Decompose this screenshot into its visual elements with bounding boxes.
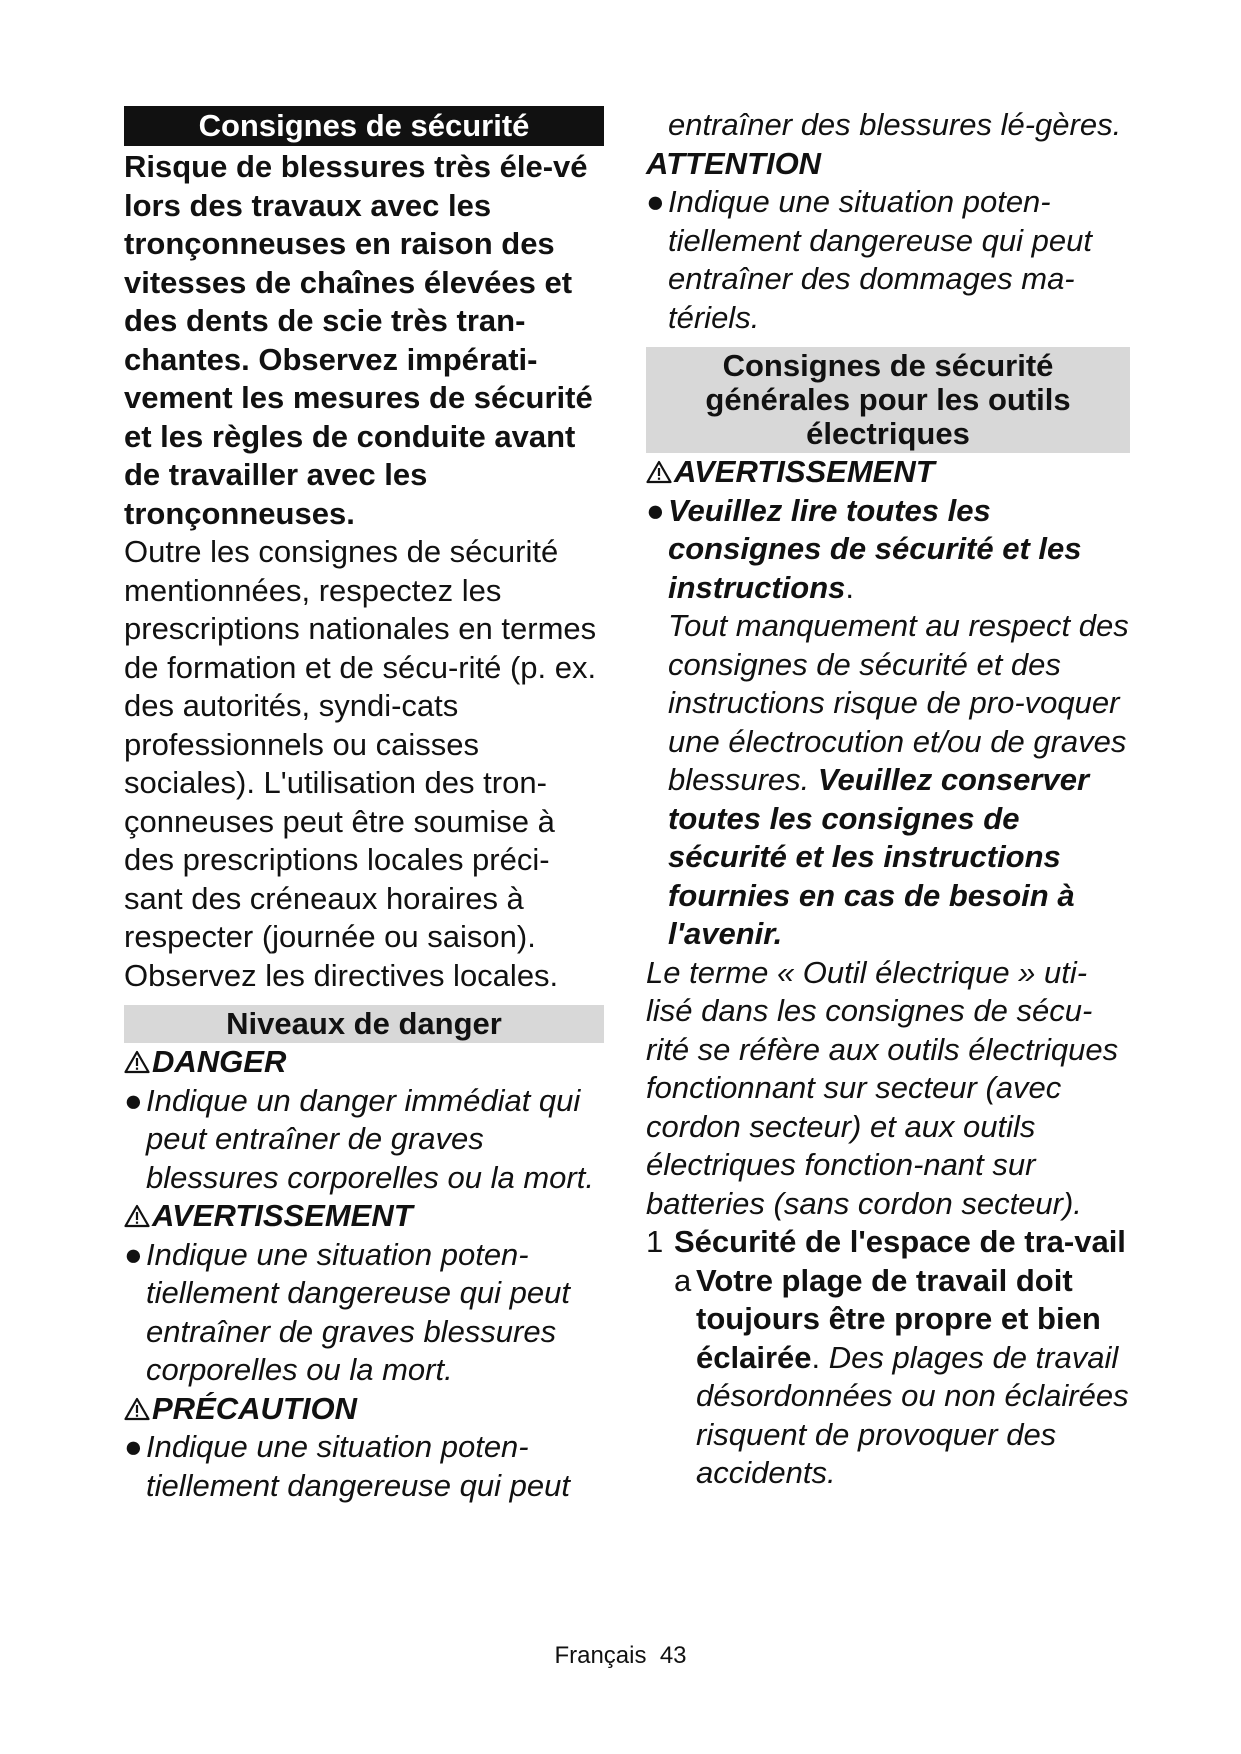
warning-text: Indique une situation poten-tiellement dangereuse qui peut entraîner de graves blessures corporelles ou la mort. xyxy=(146,1236,570,1387)
warning-triangle-icon xyxy=(646,460,672,484)
sub-item-a xyxy=(646,1262,1130,1493)
page-footer xyxy=(0,1642,1241,1670)
warning-description xyxy=(124,1236,604,1390)
bullet-icon: ● xyxy=(124,1082,143,1118)
sub-item-letter: a xyxy=(674,1262,692,1298)
danger-text: Indique un danger immédiat qui peut entraîner de graves blessures corporelles ou la mort. xyxy=(146,1082,594,1195)
signal-danger-label: DANGER xyxy=(152,1044,287,1079)
warning-triangle-icon xyxy=(124,1050,150,1074)
sub-item-dot: . xyxy=(811,1339,821,1375)
danger-description xyxy=(124,1082,604,1198)
signal-attention-label: ATTENTION xyxy=(646,145,822,181)
numbered-item-1 xyxy=(646,1223,1130,1262)
attention-description xyxy=(646,183,1130,337)
read-instructions-item xyxy=(646,492,1130,954)
bullet-icon: ● xyxy=(646,492,665,528)
attention-text: Indique une situation poten-tiellement dangereuse qui peut entraîner des dommages ma-tériels. xyxy=(668,184,1092,335)
left-column xyxy=(124,106,604,1505)
keep-instructions-bold: Veuillez conserver toutes les consignes de sécurité et les instructions fournies en cas de besoin à l'avenir. xyxy=(668,762,1090,951)
item-number: 1 xyxy=(646,1224,664,1259)
sub-item-bold: Votre plage de travail doit toujours être propre et bien éclairée xyxy=(696,1262,1101,1375)
section-header-general-safety: Consignes de sécurité générales pour les outils électriques xyxy=(646,347,1130,453)
item-title: Sécurité de l'espace de tra-vail xyxy=(674,1224,1126,1259)
read-instructions-text xyxy=(668,492,1130,954)
signal-warning-label: AVERTISSEMENT xyxy=(152,1198,413,1233)
footer-language: Français xyxy=(554,1642,647,1669)
bullet-icon: ● xyxy=(124,1429,143,1464)
warning-triangle-icon xyxy=(124,1204,150,1228)
signal-warning xyxy=(124,1197,604,1236)
sub-item-text xyxy=(696,1262,1130,1493)
precaution-text: Indique une situation poten-tiellement dangereuse qui peut xyxy=(146,1429,570,1503)
power-tool-term-definition: Le terme « Outil électrique » uti-lisé dans les consignes de sécu-rité se réfère aux outils électriques fonctionnant sur secteur (avec cordon secteur) et aux outils électriques fonction-nant sur batteries (sans cordon secteur). xyxy=(646,954,1119,1221)
intro-paragraph: Outre les consignes de sécurité mentionnées, respectez les prescriptions nationales en termes de formation et de sécu-rité (p. ex. des autorités, syndi-cats professionnels ou caisses sociales). L'utilisation des tron-çonneuses peut être soumise à des prescriptions locales préci-sant des créneaux horaires à respecter (journée ou saison). Observez les directives locales. xyxy=(124,534,597,993)
signal-precaution-label: PRÉCAUTION xyxy=(152,1390,357,1426)
sub-item-italic: Des plages de travail désordonnées ou non éclairées risquent de provoquer des accidents. xyxy=(696,1339,1129,1490)
intro-warning-bold: Risque de blessures très éle-vé lors des travaux avec les tronçonneuses en raison des vitesses de chaînes élevées et des dents de scie très tran-chantes. Observez impérati-vement les mesures de sécurité et les règles de conduite avant de travailler avec les tronçonneuses. xyxy=(124,149,593,531)
signal-danger xyxy=(124,1043,604,1082)
read-instructions-dot: . xyxy=(845,569,855,605)
signal-warning-general xyxy=(646,453,1130,492)
footer-page-number: 43 xyxy=(659,1642,687,1669)
signal-attention xyxy=(646,145,1130,184)
right-column xyxy=(646,106,1130,1493)
read-instructions-bold: Veuillez lire toutes les consignes de sécurité et les instructions xyxy=(668,492,1082,605)
bullet-icon: ● xyxy=(646,184,665,219)
bullet-icon: ● xyxy=(124,1236,143,1272)
warning-triangle-icon xyxy=(124,1397,150,1421)
precaution-description xyxy=(124,1428,604,1505)
signal-precaution xyxy=(124,1390,604,1429)
section-header-safety: Consignes de sécurité xyxy=(124,106,604,146)
signal-warning-general-label: AVERTISSEMENT xyxy=(674,454,935,489)
section-header-danger-levels: Niveaux de danger xyxy=(124,1005,604,1043)
precaution-continued: entraîner des blessures lé-gères. xyxy=(668,107,1122,142)
read-instructions-italic: Tout manquement au respect des consignes de sécurité et des instructions risque de pro-voquer une électrocution et/ou de graves blessures. xyxy=(668,608,1129,797)
